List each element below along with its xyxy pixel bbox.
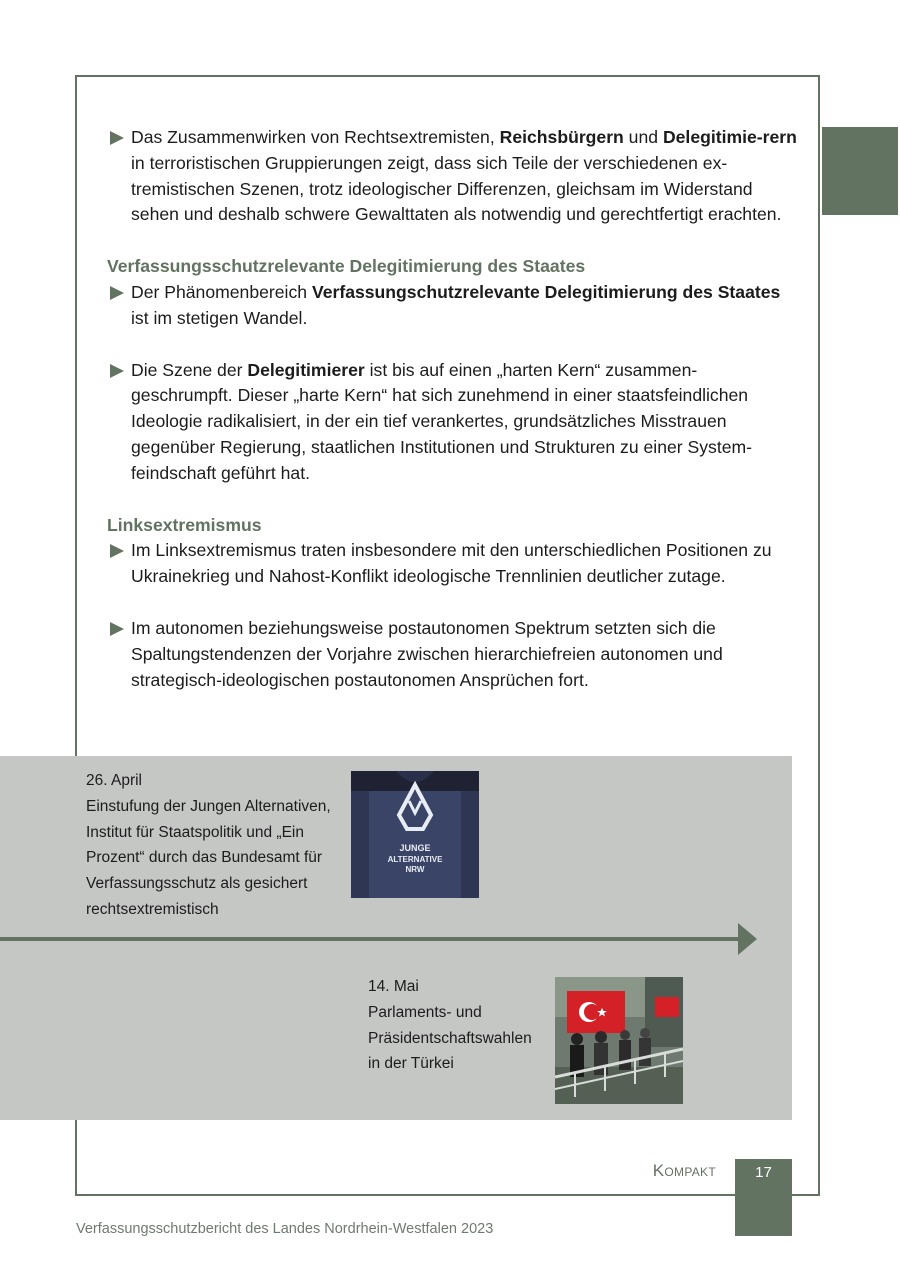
section-heading: Linksextremismus <box>107 514 262 535</box>
event-line: rechtsextremistisch <box>86 900 219 918</box>
event-line: Institut für Staatspolitik und „Ein <box>86 823 304 841</box>
event-line: in der Türkei <box>368 1055 454 1073</box>
event-line: Verfassungsschutz als gesichert <box>86 875 308 893</box>
bullet-item: Die Szene der Delegitimierer ist bis auf einen „harten Kern“ zusammen-geschrumpft. Dieser „harte Kern“ hat sich zunehmend in einer staatsfeindlichen Ideologie radikalisiert, in der ein tief verankertes, grundsätzliches Misstrauen gegenüber Regierung, staatlichen Institutionen und Strukturen zu einer System-feindschaft geführt hat. <box>107 358 797 487</box>
timeline-line <box>0 937 742 941</box>
event-line: Einstufung der Jungen Alternativen, <box>86 797 331 815</box>
photo-tuerkei-wahl <box>555 977 683 1104</box>
event-line: Prozent“ durch das Bundesamt für <box>86 849 323 867</box>
bullet-item: Der Phänomenbereich Verfassungschutzrelevante Delegitimierung des Staates ist im stetigen Wandel. <box>107 280 797 332</box>
page-number-box <box>735 1159 792 1236</box>
timeline-event-2 <box>368 974 548 1077</box>
main-content <box>107 125 797 693</box>
bullet-item: Im Linksextremismus traten insbesondere mit den unterschiedlichen Positionen zu Ukrainekrieg und Nahost-Konflikt ideologische Trennlinien deutlicher zutage. <box>107 538 797 590</box>
event-line: Parlaments- und <box>368 1003 482 1021</box>
photo-label: JUNGE <box>399 843 431 853</box>
photo-label: NRW <box>405 865 425 874</box>
event-date: 26. April <box>86 772 143 789</box>
bullet-item: Im autonomen beziehungsweise postautonomen Spektrum setzten sich die Spaltungstendenzen der Vorjahre zwischen hierarchiefreien autonomen und strategisch-ideologischen postautonomen Ansprüchen fort. <box>107 616 797 693</box>
event-line: Präsidentschaftswahlen <box>368 1029 532 1047</box>
section-label: Kompakt <box>652 1161 716 1180</box>
photo-label: ALTERNATIVE <box>387 855 443 864</box>
footer-title: Verfassungsschutzbericht des Landes Nordrhein-Westfalen 2023 <box>76 1221 494 1237</box>
timeline-band <box>0 756 792 1120</box>
page-number: 17 <box>755 1164 772 1181</box>
chapter-tab <box>822 127 898 215</box>
section-heading: Verfassungsschutzrelevante Delegitimierung des Staates <box>107 256 586 277</box>
timeline-event-1 <box>86 768 341 923</box>
bullet-item: Das Zusammenwirken von Rechtsextremisten, Reichsbürgern und Delegitimie-rern in terroristischen Gruppierungen zeigt, dass sich Teile der verschiedenen ex-tremistischen Szenen, trotz ideologischer Differenzen, gleichsam im Widerstand sehen und deshalb schwere Gewalttaten als notwendig und gerechtfertigt erachten. <box>107 125 797 228</box>
photo-junge-alternative <box>351 771 479 898</box>
event-date: 14. Mai <box>368 978 419 995</box>
timeline-arrow-icon <box>738 923 757 955</box>
